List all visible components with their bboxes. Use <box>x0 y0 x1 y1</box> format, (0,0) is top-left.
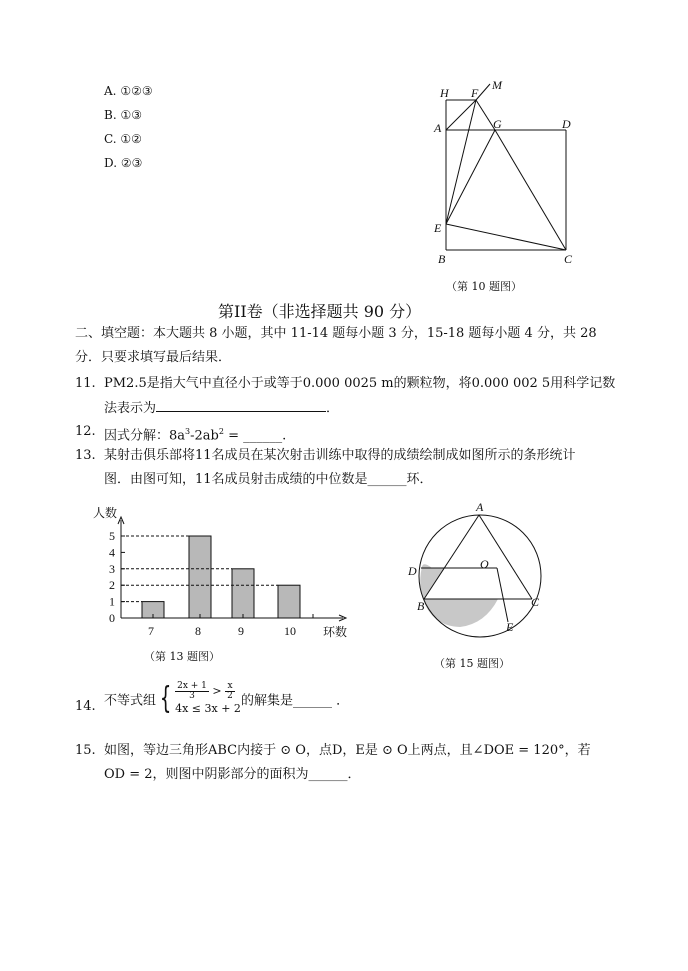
q14-text: 不等式组 { $\frac{2x + 1}{3}$ > $\frac{x}{2}$ 4x ≤ 3x + 2 的解集是______ ． <box>104 681 350 716</box>
q15-line1: 如图，等边三角形ABC内接于 ⊙ O，点D，E是 ⊙ O上两点，且∠DOE = 120°，若 <box>104 743 591 758</box>
label-e15: E <box>506 620 514 634</box>
label-f: F <box>471 86 479 100</box>
side-ab <box>424 515 479 599</box>
q13-line2: 图．由图可知，11名成员射击成绩的中位数是______环． <box>104 472 433 487</box>
figure-15-caption: （第 15 题图） <box>434 657 510 670</box>
shaded-region-bottom <box>423 599 498 627</box>
line-ef <box>446 100 476 224</box>
q15-number: 15. <box>75 743 96 758</box>
figure-10-caption: （第 10 题图） <box>446 280 522 293</box>
line-gc <box>495 130 566 250</box>
shaded-region-left <box>420 564 445 599</box>
y-axis-label: 人数 <box>93 506 118 520</box>
q15-line2: OD = 2，则图中阴影部分的面积为______． <box>104 767 361 782</box>
part2-heading-line2: 分．只要求填写最后结果． <box>75 350 232 365</box>
line-ec <box>446 224 566 250</box>
q13-line1: 某射击俱乐部将11名成员在某次射击训练中取得的成绩绘制成如图所示的条形统计 <box>104 448 576 463</box>
q12-number: 12. <box>75 424 96 439</box>
line-eg <box>446 130 495 224</box>
label-d: D <box>562 117 571 131</box>
label-e: E <box>434 221 442 235</box>
figure-13-caption: （第 13 题图） <box>144 650 220 663</box>
x-tick-label: 10 <box>284 624 296 638</box>
y-tick-label: 2 <box>109 578 115 593</box>
label-b15: B <box>417 599 425 613</box>
label-a: A <box>434 121 442 135</box>
q12-text: 因式分解：$8a^3-2ab^2$ = ______. <box>104 427 287 444</box>
x-tick-label: 7 <box>148 624 154 638</box>
label-b: B <box>438 252 446 266</box>
q11-answer-blank <box>156 397 326 412</box>
q11-number: 11. <box>75 376 96 391</box>
label-h: H <box>440 86 449 100</box>
option-c: C. ①② <box>104 132 142 146</box>
x-axis-label: 环数 <box>323 625 348 639</box>
label-c: C <box>564 252 573 266</box>
bar-10 <box>278 585 300 618</box>
y-tick-label: 3 <box>109 561 115 576</box>
part2-heading-line1: 二、填空题：本大题共 8 小题，其中 11-14 题每小题 3 分，15-18 题每小题 4 分，共 28 <box>75 326 597 341</box>
q13-number: 13. <box>75 448 96 463</box>
y-tick-label: 5 <box>109 529 115 543</box>
label-g: G <box>493 117 502 131</box>
bar-9 <box>232 569 254 618</box>
q11-line1: PM2.5是指大气中直径小于或等于0.000 0025 m的颗粒物，将0.000 002 5用科学记数 <box>104 376 616 391</box>
figure-10-diagram <box>425 72 595 272</box>
option-d: D. ②③ <box>104 156 143 170</box>
option-b: B. ①③ <box>104 108 142 122</box>
line-oe <box>497 568 508 622</box>
bar-8 <box>189 536 211 618</box>
x-tick-label: 9 <box>238 624 244 638</box>
x-tick-label: 8 <box>195 624 201 638</box>
inequality-system: $\frac{2x + 1}{3}$ > $\frac{x}{2}$ 4x ≤ 3x + 2 <box>175 681 241 715</box>
section-title: 第II卷（非选择题共 90 分） <box>218 302 422 321</box>
label-a15: A <box>476 500 484 514</box>
q14-number: 14. <box>75 699 96 714</box>
label-m: M <box>492 78 502 92</box>
q11-line2: 法表示为 ． <box>104 397 339 420</box>
option-a: A. ①②③ <box>104 84 153 98</box>
y-tick-label: 1 <box>109 594 115 609</box>
label-c15: C <box>531 595 540 609</box>
y-tick-label: 0 <box>109 611 115 625</box>
y-tick-label: 4 <box>109 545 115 560</box>
line-af <box>446 100 476 130</box>
figure-15-diagram <box>400 496 560 646</box>
figure-13-bar-chart <box>88 500 368 650</box>
label-o15: O <box>480 557 489 571</box>
label-d15: D <box>408 564 417 578</box>
